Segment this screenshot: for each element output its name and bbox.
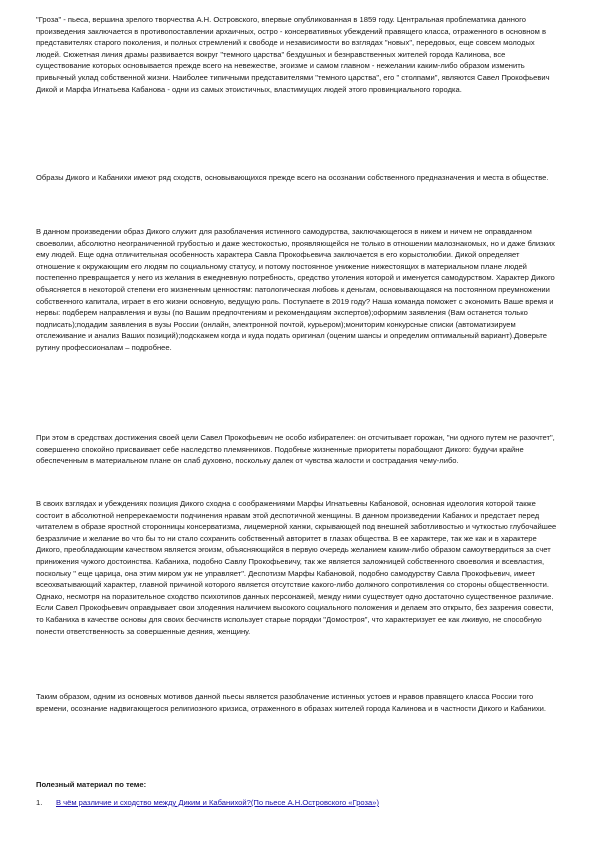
paragraph-kabanikha: В своих взглядах и убеждениях позиция Дикого сходна с соображениями Марфы Игнатьевны Кабановой, основная идеология которой также состоит в абсолютной непререкаемости подчинения нравам этой деспотичной женщины. В данном произведении Кабаних и предстает перед читателем в образе яростной сторонницы консерватизма, лицемерной ханжи, скрывающей под внешней заботливостью и чуткостью глубочайшее безразличие и желание во что бы то ни стало сохранить собственный авторитет в глазах общества. В ее характере, так же как и в характере Дикого, преобладающим качеством является эгоизм, объясняющийся в первую очередь желанием каким-либо образом самоутвердиться за счет принижения чужого достоинства. Кабаниха, подобно Савлу Прокофьевичу, так же является заложницей собственного своеволия и всевластия, поскольку " еще царица, она этим миром уж не управляет". Деспотизм Марфы Кабановой, подобно самодурству Савла Прокофьевич, имеет всеохватывающий характер, главной причиной которого является отсутствие какого-либо должного сопротивления со стороны общественности. Однако, несмотря на поразительное сходство психотипов данных персонажей, между ними существует одно достаточно существенное различие. Если Савел Прокофьевич оправдывает свои злодеяния наличием высокого социального положения и делаем это открыто, без зазрения совести, то Кабаниха в качестве основы для своих бесчинств использует старые порядки "Домостроя", что характеризует ее как лживую, не способную понести ответственность за совершенные деяния, женщину. bbox=[36, 499, 557, 636]
related-links-list bbox=[36, 797, 558, 808]
paragraph-conclusion: Таким образом, одним из основных мотивов данной пьесы является разоблачение истинных устоев и нравов правящего класса России того времени, осознание надвигающегося религиозного кризиса, отраженного в образах жителей города Калинова и в частности Дикого и Кабанихи. bbox=[36, 692, 546, 713]
paragraph-dikoy-means: При этом в средствах достижения своей цели Савел Прокофьевич не особо избирателен: он отсчитывает горожан, "ни одного путем не разочтет", совершенно спокойно присваивает себе наследство племянников. Подобные жизненные приоритеты порабощают Дикого: будучи крайне обеспеченным в материальном плане он слаб духовно, поскольку далек от чувства жалости и сострадания чему-либо. bbox=[36, 433, 555, 466]
related-article-link[interactable]: В чём различие и сходство между Диким и Кабанихой?(По пьесе А.Н.Островского «Гроза») bbox=[56, 798, 380, 807]
paragraph-intro: "Гроза" - пьеса, вершина зрелого творчества А.Н. Островского, впервые опубликованная в 1859 году. Центральная проблематика данного произведения заключается в противопоставлении архаичных, остро - консервативных убеждений правящего класса, отраженного в основном в представителях старого поколения, и полных стремлений к свободе и независимости во взглядах "новых", передовых, еще совсем молодых людей. Сюжетная линия драмы развивается вокруг "темного царства" бездушных и безнравственных жителей города Калинова, все существование которых основывается прежде всего на невежестве, эгоизме и самом главном - нежелании каким-либо образом изменить привычный уклад собственной жизни. Наиболее типичными представителями "темного царства", его " столпами", являются Савел Прокофьевич Дикой и Марфа Игнатьева Кабанова - одни из самых этоистичных, властимущих людей этого провинциального городка. bbox=[36, 15, 550, 94]
paragraph-dikoy: В данном произведении образ Дикого служит для разоблачения истинного самодурства, заключающегося в никем и ничем не оправданном своеволии, абсолютно неограниченной грубостью и даже жестокостью, проявляющейся не только в отношении малознакомых, но и даже близких ему людей. Еще одна отличительная особенность характера Савла Прокофьевича заключается в его корыстолюбии. Дикой определяет отношение к окружающим его людям по социальному статусу, и потому постоянное унижение нижестоящих в материальном плане людей постепенно превращается у него из желания в ежедневную потребность, средство утоления которой и именуется самодурством. Характер Дикого объясняется в некоторой степени его жизненным ценностям: патологическая любовь к деньгам, основывающаяся на постоянном преумножении собственного капитала, играет в его жизни основную, ведущую роль. Поступаете в 2019 году? Наша команда поможет с экономить Ваше время и нервы: подберем направления и вузы (по Вашим предпочтениям и рекомендациям экспертов);оформим заявления (Вам останется только подписать);подадим заявления в вузы России (онлайн, электронной почтой, курьером);мониторим конкурсные списки (автоматизируем отслеживание и анализ Ваших позиций);подскажем когда и куда подать оригинал (оценим шансы и определим оптимальный вариант).Доверьте рутину профессионалам – подробнее. bbox=[36, 227, 555, 352]
useful-material-heading: Полезный материал по теме: bbox=[36, 780, 147, 789]
link-number: 1. bbox=[36, 798, 43, 807]
related-link-item bbox=[36, 797, 558, 808]
paragraph-similarities: Образы Дикого и Кабанихи имеют ряд сходств, основывающихся прежде всего на осознании собственного предназначения и места в обществе. bbox=[36, 173, 549, 182]
